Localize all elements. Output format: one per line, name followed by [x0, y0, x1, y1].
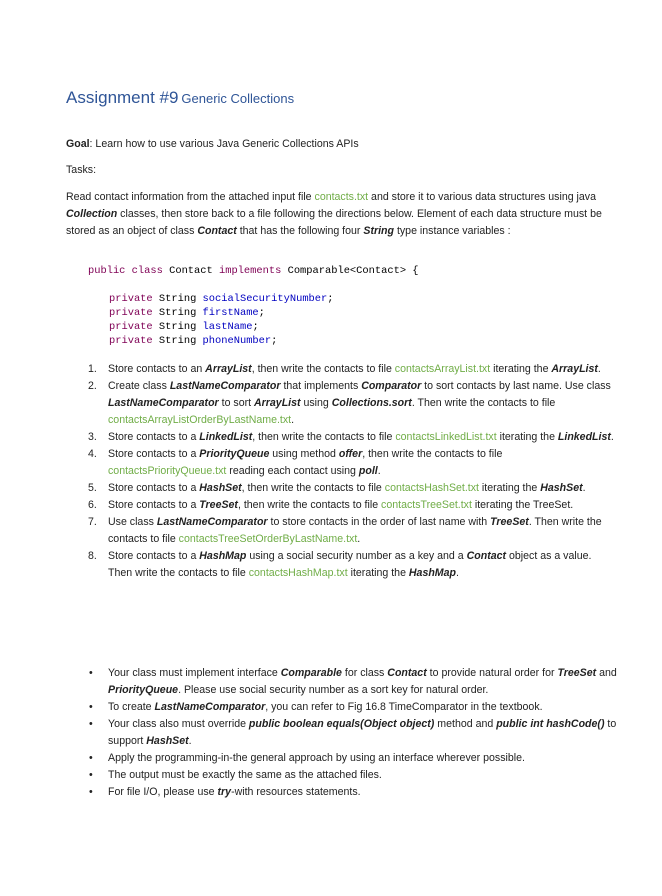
title-sub: Generic Collections: [181, 91, 295, 106]
list-item: 7. Use class LastNameComparator to store contacts in the order of last name with TreeSet. Then write the contacts to file contactsTreeSetOrderByLastName.txt.: [88, 516, 602, 545]
list-item: • The output must be exactly the same as the attached files.: [89, 769, 382, 781]
list-item: • Apply the programming-in-the general approach by using an interface wherever possible.: [89, 752, 525, 764]
code-field-line: private String socialSecurityNumber;: [109, 293, 334, 305]
list-item: 3. Store contacts to a LinkedList, then write the contacts to file contactsLinkedList.txt iterating the LinkedList.: [88, 431, 614, 443]
code-field-line: private String lastName;: [109, 321, 259, 333]
intro-paragraph: Read contact information from the attached input file contacts.txt and store it to various data structures using java Collection classes, then store back to a file following the directions below. Element of each data structure must be stored as an object of class Contact that has the following four String type instance variables :: [66, 191, 602, 237]
title-main: Assignment #9: [66, 88, 179, 107]
list-item: • For file I/O, please use try-with resources statements.: [89, 786, 361, 798]
list-item: • Your class must implement interface Comparable for class Contact to provide natural order for TreeSet and PriorityQueue. Please use social security number as a sort key for natural order.: [89, 667, 617, 696]
output-file-name: contactsPriorityQueue.txt: [108, 465, 227, 477]
list-item: 4. Store contacts to a PriorityQueue using method offer, then write the contacts to file contactsPriorityQueue.txt reading each contact using poll.: [88, 448, 503, 477]
goal-paragraph: Goal: Learn how to use various Java Generic Collections APIs: [66, 138, 359, 150]
output-file-name: contactsTreeSet.txt: [381, 499, 472, 511]
notes-list: [66, 665, 618, 801]
output-file-name: contactsArrayList.txt: [394, 363, 491, 375]
output-file-name: contactsHashSet.txt: [384, 482, 479, 494]
tasks-heading: Tasks:: [66, 164, 97, 176]
list-item: • To create LastNameComparator, you can refer to Fig 16.8 TimeComparator in the textbook.: [89, 701, 543, 713]
task-list: [66, 361, 618, 582]
list-item: • Your class also must override public boolean equals(Object object) method and public int hashCode() to support HashSet.: [89, 718, 617, 747]
output-file-name: contactsHashMap.txt: [248, 567, 348, 579]
output-file-name: contactsLinkedList.txt: [395, 431, 497, 443]
code-field-line: private String firstName;: [109, 307, 265, 319]
list-item: 8. Store contacts to a HashMap using a social security number as a key and a Contact object as a value. Then write the contacts to file contactsHashMap.txt iterating the HashMap.: [88, 550, 592, 579]
page-title: [66, 88, 294, 108]
code-class-declaration: public class Contact implements Comparable<Contact> {: [88, 265, 419, 277]
input-file-name: contacts.txt: [314, 191, 369, 203]
list-item: 6. Store contacts to a TreeSet, then write the contacts to file contactsTreeSet.txt iterating the TreeSet.: [88, 499, 574, 511]
output-file-name: contactsTreeSetOrderByLastName.txt: [178, 533, 358, 545]
output-file-name: contactsArrayListOrderByLastName.txt: [108, 414, 292, 426]
list-item: 1. Store contacts to an ArrayList, then write the contacts to file contactsArrayList.txt iterating the ArrayList.: [88, 363, 601, 375]
list-item: 2. Create class LastNameComparator that implements Comparator to sort contacts by last name. Use class LastNameComparator to sort ArrayList using Collections.sort. Then write the contacts to file contactsArrayListOrderByLastName.txt.: [88, 380, 611, 426]
code-field-line: private String phoneNumber;: [109, 335, 278, 347]
code-fields: [109, 292, 334, 348]
list-item: 5. Store contacts to a HashSet, then write the contacts to file contactsHashSet.txt iterating the HashSet.: [88, 482, 586, 494]
